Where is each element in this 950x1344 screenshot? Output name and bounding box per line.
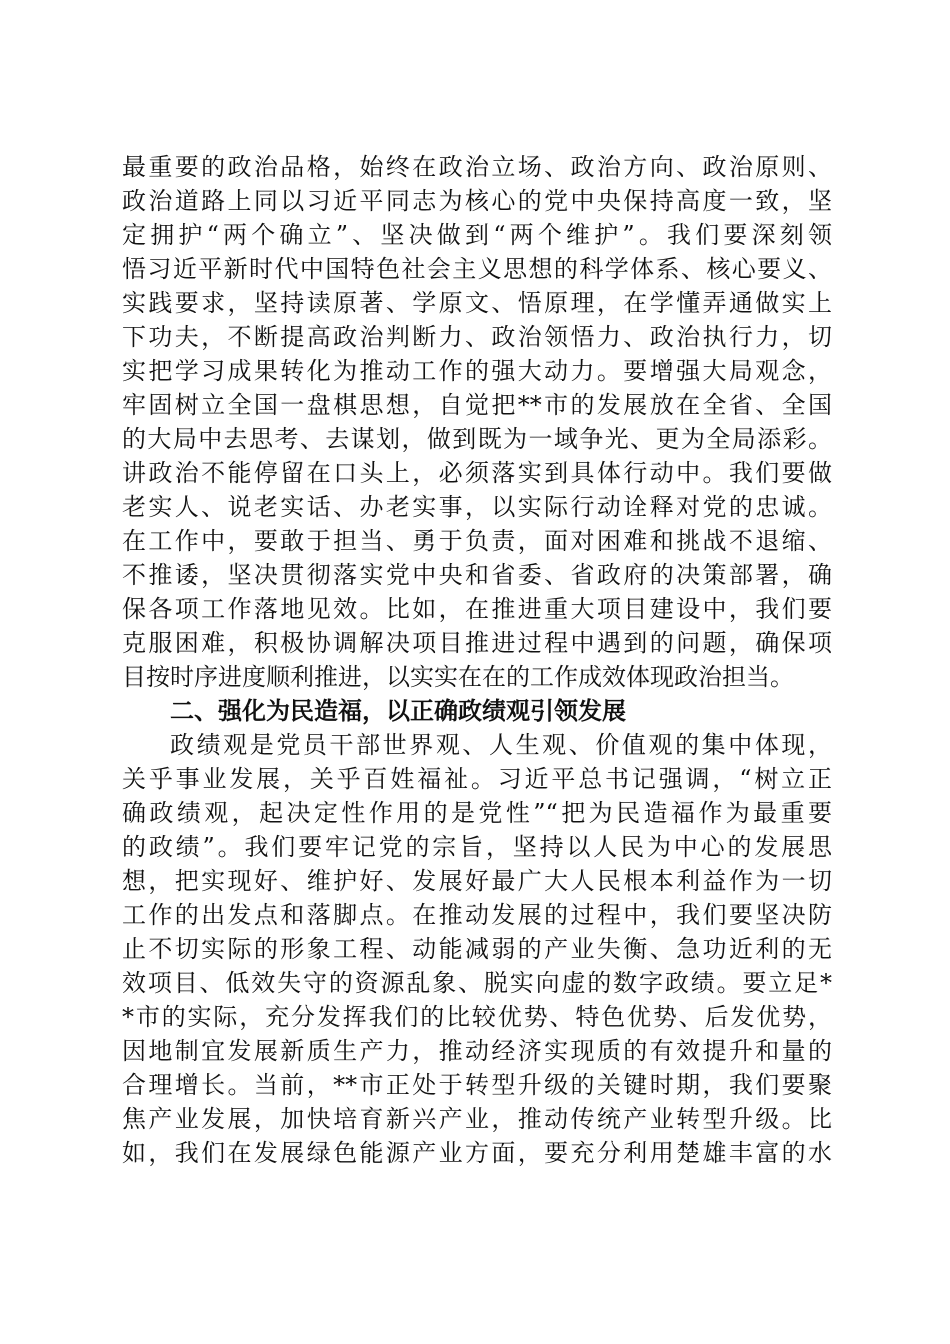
paragraph-first-line: 政绩观是党员干部世界观、人生观、价值观的集中体现， bbox=[170, 731, 832, 759]
text-line: 老实人、说老实话、办老实事，以实际行动诠释对党的忠诚。 bbox=[122, 493, 832, 521]
text-line: 讲政治不能停留在口头上，必须落实到具体行动中。我们要做 bbox=[122, 459, 832, 487]
text-line: 工作的出发点和落脚点。在推动发展的过程中，我们要坚决防 bbox=[122, 901, 832, 929]
text-line: 效项目、低效失守的资源乱象、脱实向虚的数字政绩。要立足* bbox=[122, 969, 832, 997]
text-line: 合理增长。当前，**市正处于转型升级的关键时期，我们要聚 bbox=[122, 1071, 832, 1099]
text-line: 政治道路上同以习近平同志为核心的党中央保持高度一致，坚 bbox=[122, 187, 832, 215]
text-line: 悟习近平新时代中国特色社会主义思想的科学体系、核心要义、 bbox=[122, 255, 832, 283]
body-text bbox=[122, 150, 832, 1170]
text-line: 如，我们在发展绿色能源产业方面，要充分利用楚雄丰富的水 bbox=[122, 1139, 832, 1167]
text-line: 在工作中，要敢于担当、勇于负责，面对困难和挑战不退缩、 bbox=[122, 527, 832, 555]
text-line: 的政绩”。我们要牢记党的宗旨，坚持以人民为中心的发展思 bbox=[122, 833, 832, 861]
text-line: 实践要求，坚持读原著、学原文、悟原理，在学懂弄通做实上 bbox=[122, 289, 832, 317]
text-line: 保各项工作落地见效。比如，在推进重大项目建设中，我们要 bbox=[122, 595, 832, 623]
text-line: 牢固树立全国一盘棋思想，自觉把**市的发展放在全省、全国 bbox=[122, 391, 832, 419]
text-line: 实把学习成果转化为推动工作的强大动力。要增强大局观念， bbox=[122, 357, 832, 385]
text-line: 的大局中去思考、去谋划，做到既为一域争光、更为全局添彩。 bbox=[122, 425, 832, 453]
section-heading: 二、强化为民造福，以正确政绩观引领发展 bbox=[170, 697, 626, 725]
text-line: 最重要的政治品格，始终在政治立场、政治方向、政治原则、 bbox=[122, 153, 832, 181]
text-line: 目按时序进度顺利推进，以实实在在的工作成效体现政治担当。 bbox=[122, 663, 794, 691]
text-line: 止不切实际的形象工程、动能减弱的产业失衡、急功近利的无 bbox=[122, 935, 832, 963]
text-line: 定拥护“两个确立”、坚决做到“两个维护”。我们要深刻领 bbox=[122, 221, 832, 249]
text-line: 想，把实现好、维护好、发展好最广大人民根本利益作为一切 bbox=[122, 867, 832, 895]
text-line: 因地制宜发展新质生产力，推动经济实现质的有效提升和量的 bbox=[122, 1037, 832, 1065]
text-line: 克服困难，积极协调解决项目推进过程中遇到的问题，确保项 bbox=[122, 629, 832, 657]
text-line: 焦产业发展，加快培育新兴产业，推动传统产业转型升级。比 bbox=[122, 1105, 832, 1133]
text-line: *市的实际，充分发挥我们的比较优势、特色优势、后发优势， bbox=[122, 1003, 832, 1031]
text-line: 不推诿，坚决贯彻落实党中央和省委、省政府的决策部署，确 bbox=[122, 561, 832, 589]
text-line: 下功夫，不断提高政治判断力、政治领悟力、政治执行力，切 bbox=[122, 323, 832, 351]
text-line: 关乎事业发展，关乎百姓福祉。习近平总书记强调，“树立正 bbox=[122, 765, 832, 793]
text-line: 确政绩观，起决定性作用的是党性”“把为民造福作为最重要 bbox=[122, 799, 832, 827]
